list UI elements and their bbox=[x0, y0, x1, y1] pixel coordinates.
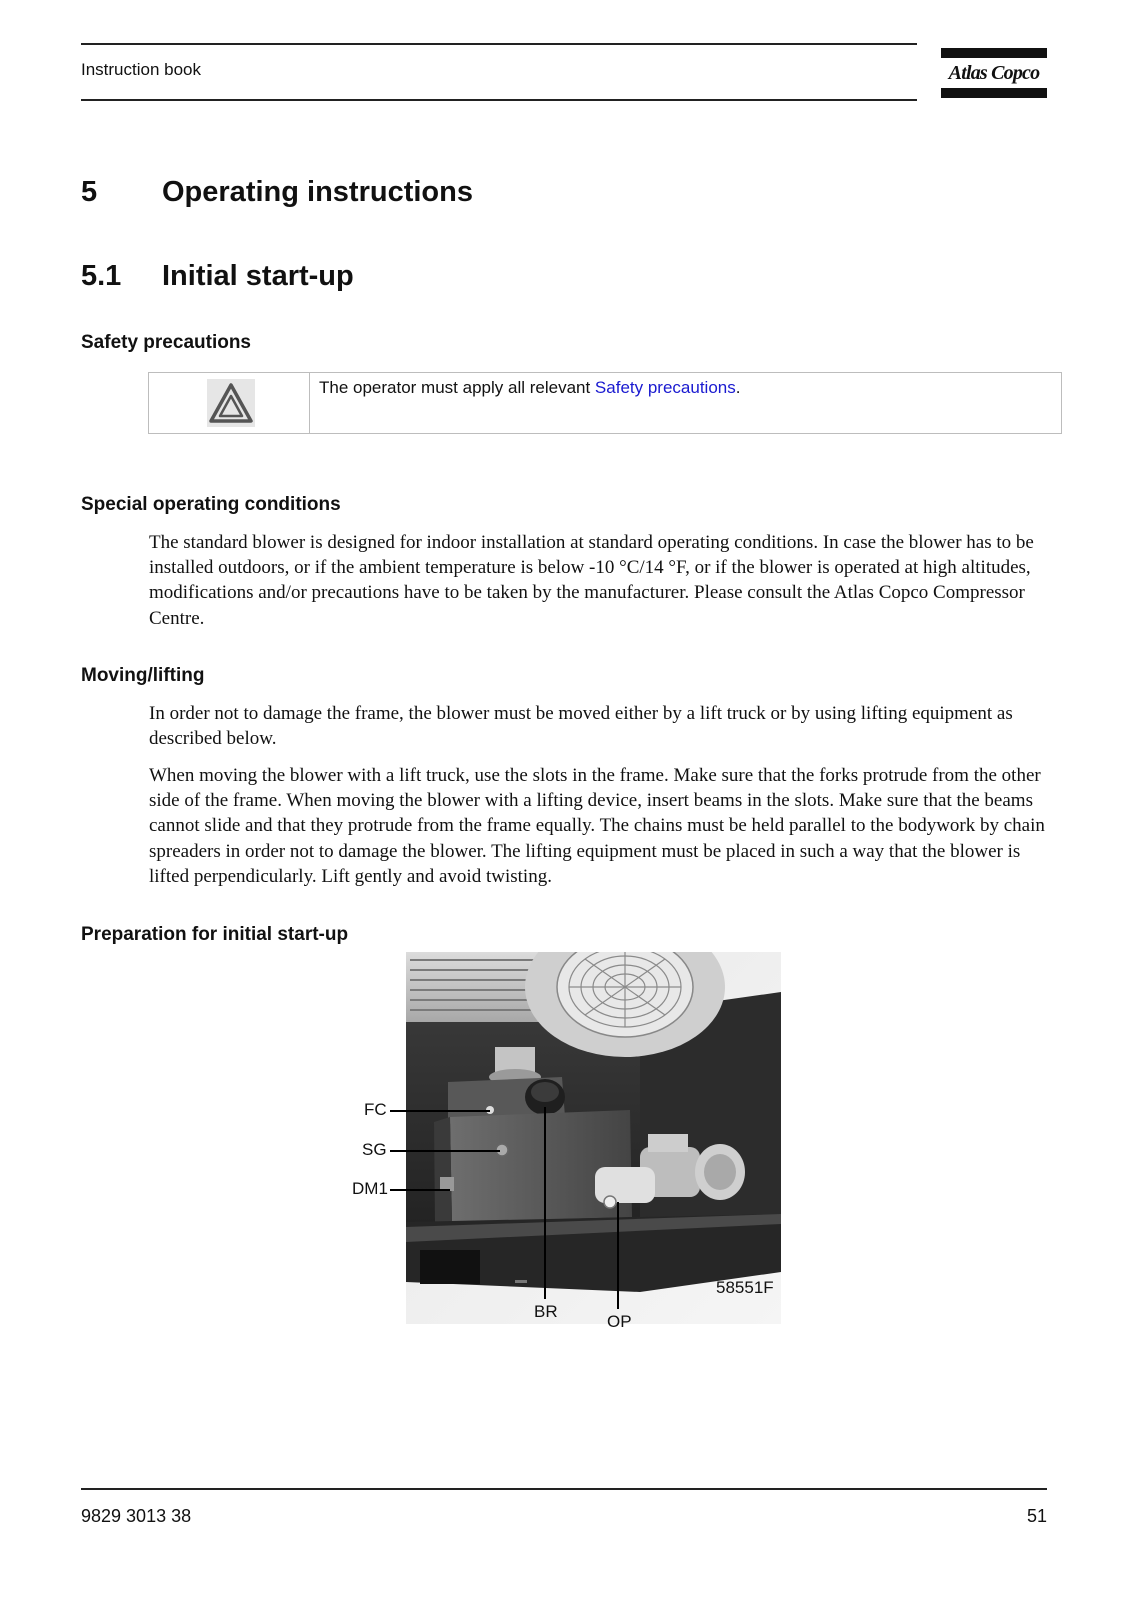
table-divider bbox=[309, 373, 310, 433]
moving-paragraph-1: In order not to damage the frame, the blower must be moved either by a lift truck or by using lifting equipment as described below. bbox=[149, 703, 1013, 750]
chapter-number: 5 bbox=[81, 176, 98, 208]
callout-op: OP bbox=[607, 1312, 632, 1331]
safety-precautions-link[interactable]: Safety precautions bbox=[594, 378, 736, 397]
header-title: Instruction book bbox=[81, 60, 202, 79]
section-title: Initial start-up bbox=[162, 260, 354, 292]
header-top-rule bbox=[81, 43, 917, 45]
header-bottom-rule bbox=[81, 99, 917, 101]
blower-figure bbox=[340, 952, 790, 1337]
section-number: 5.1 bbox=[81, 260, 122, 292]
special-conditions-heading: Special operating conditions bbox=[81, 494, 341, 515]
callout-dm1: DM1 bbox=[352, 1179, 388, 1198]
callout-fc: FC bbox=[364, 1100, 387, 1119]
figure-reference: 58551F bbox=[716, 1278, 774, 1297]
safety-text-before: The operator must apply all relevant bbox=[319, 378, 595, 397]
document-number: 9829 3013 38 bbox=[81, 1506, 192, 1526]
chapter-title: Operating instructions bbox=[162, 176, 473, 208]
moving-lifting-heading: Moving/lifting bbox=[81, 665, 205, 686]
logo-top-bar bbox=[941, 48, 1047, 58]
safety-notice-text bbox=[319, 378, 740, 398]
moving-paragraph-2: When moving the blower with a lift truck, use the slots in the frame. Make sure that the forks protrude from the other side of the frame. When moving the blower with a lifting device, insert beams in the slots. Make sure that the beams cannot slide and that they protrude from the frame equally. The chains must be held parallel to the bodywork by chain spreaders in order not to damage the blower. The lifting equipment must be placed in such a way that the blower is lifted perpendicularly. Lift gently and avoid twisting. bbox=[149, 765, 1045, 887]
atlas-copco-logo bbox=[941, 48, 1047, 100]
special-conditions-paragraph: The standard blower is designed for indoor installation at standard operating conditions. In case the blower has to be installed outdoors, or if the ambient temperature is below -10 °C/14 °F, or if the blower is operated at high altitudes, modifications and/or precautions have to be taken by the manufacturer. Please consult the Atlas Copco Compressor Centre. bbox=[149, 532, 1034, 629]
safety-text-after: . bbox=[735, 378, 741, 397]
safety-heading: Safety precautions bbox=[81, 332, 251, 353]
logo-wordmark: Atlas Copco bbox=[948, 62, 1040, 84]
callout-sg: SG bbox=[362, 1140, 387, 1159]
preparation-heading: Preparation for initial start-up bbox=[81, 924, 349, 945]
safety-notice-table bbox=[148, 372, 1062, 434]
warning-triangle-icon bbox=[207, 379, 255, 427]
footer-rule bbox=[81, 1488, 1047, 1490]
callout-br: BR bbox=[534, 1302, 558, 1321]
page-number: 51 bbox=[1026, 1506, 1047, 1526]
logo-bottom-bar bbox=[941, 88, 1047, 98]
